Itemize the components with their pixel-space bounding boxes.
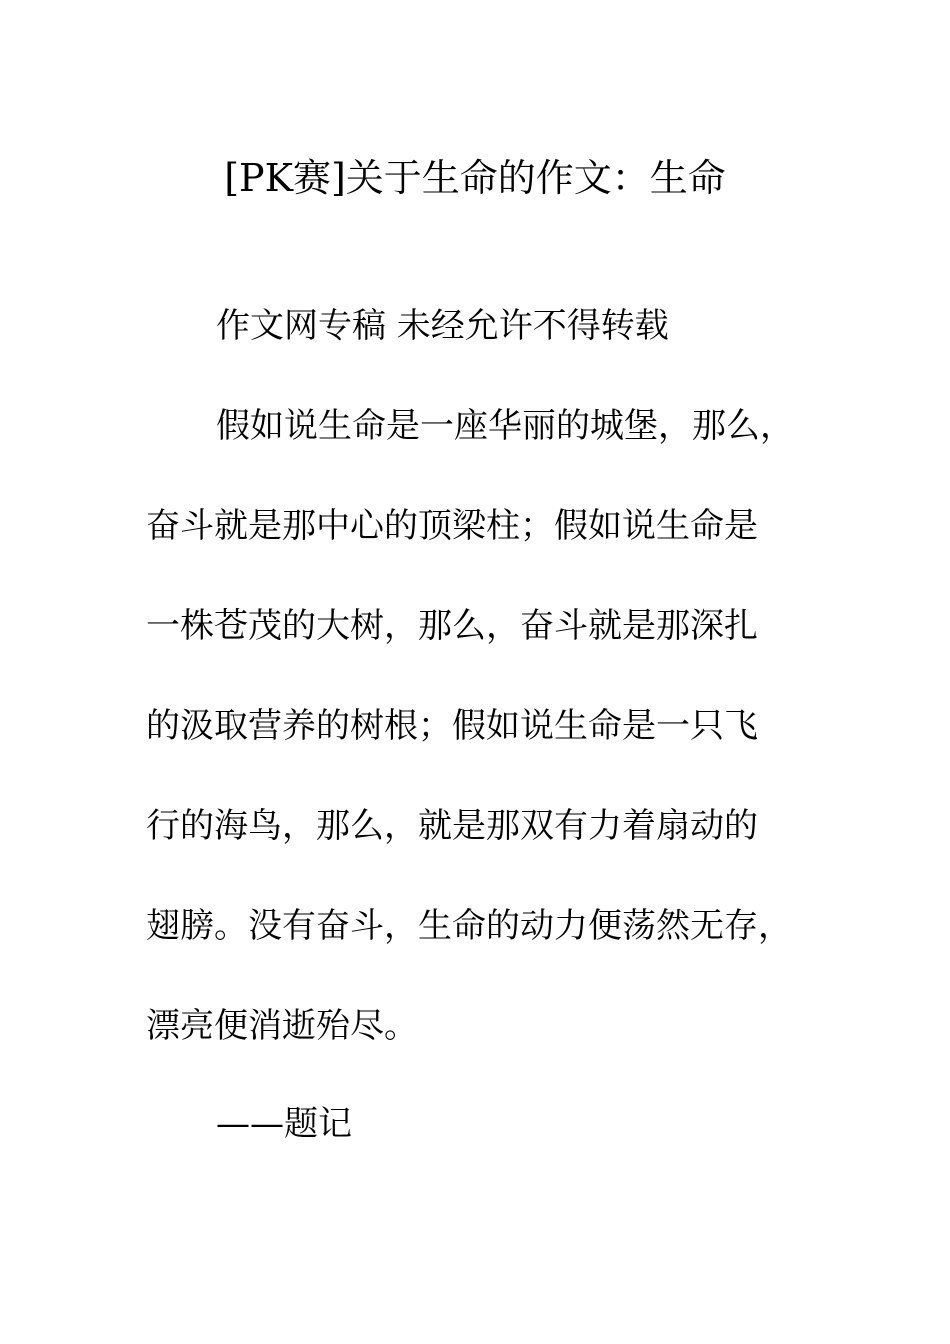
- paragraph-line: 假如说生命是一座华丽的城堡，那么，: [216, 406, 794, 446]
- paragraph-line: 漂亮便消逝殆尽。: [146, 1006, 418, 1046]
- paragraph-line: 的汲取营养的树根；假如说生命是一只飞: [146, 706, 758, 746]
- paragraph-line: 奋斗就是那中心的顶梁柱；假如说生命是: [146, 506, 758, 546]
- copyright-note: 作文网专稿 未经允许不得转载: [216, 306, 669, 346]
- document-title: [PK赛]关于生命的作文：生命: [224, 156, 726, 201]
- paragraph-line: 翅膀。没有奋斗，生命的动力便荡然无存，: [146, 906, 792, 946]
- epigraph-signature: ——题记: [216, 1104, 352, 1144]
- paragraph-line: 一株苍茂的大树，那么，奋斗就是那深扎: [146, 606, 758, 646]
- paragraph-line: 行的海鸟，那么，就是那双有力着扇动的: [146, 806, 758, 846]
